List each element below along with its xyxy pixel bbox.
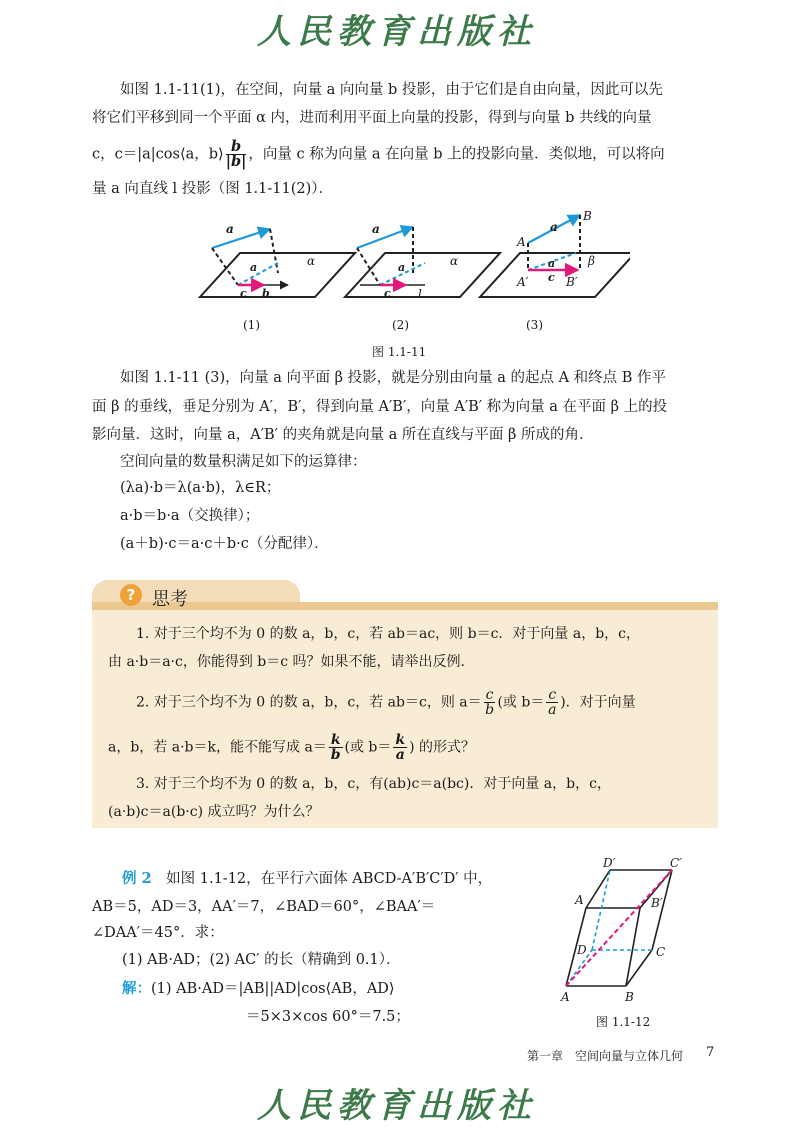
para1-line2: 将它们平移到同一个平面 α 内，进而利用平面上向量的投影，得到与向量 b 共线的向量 <box>92 110 652 126</box>
label-C-prime: C′ <box>670 856 682 870</box>
page-number: 7 <box>706 1045 715 1060</box>
thinking-q3-line2: (a·b)c＝a(b·c) 成立吗？为什么？ <box>108 804 320 820</box>
chapter-footer: 第一章 空间向量与立体几何 <box>527 1049 684 1063</box>
sub-label-3: (3) <box>526 318 543 332</box>
example2-line4: (1) AB·AD；(2) AC′ 的长（精确到 0.1）． <box>122 952 401 968</box>
formula-fraction: $\frac{b}{|b|}$ <box>225 138 247 170</box>
thinking-q2-line2: a，b，若 a·b＝k，能不能写成 a＝ $\frac{k}{b}$ (或 b＝ $\frac{k}{a}$ ) 的形式？ <box>108 732 476 763</box>
vector-a-1 <box>212 229 270 248</box>
thinking-title: 思考 <box>152 589 188 610</box>
plane-alpha-1 <box>200 253 355 297</box>
fig-sub-2 <box>345 227 500 297</box>
label-C: C <box>656 945 666 959</box>
example-label: 例 2 <box>122 870 152 887</box>
label-c-2: c <box>384 287 391 300</box>
thinking-q1-line1: 1. 对于三个均不为 0 的数 a，b，c，若 ab＝ac，则 b＝c．对于向量 a，b，c， <box>136 626 641 642</box>
solution-label: 解： <box>122 980 151 997</box>
label-B-fig: B <box>625 990 634 1004</box>
publisher-logo-top: 人民教育出版社 <box>257 12 537 52</box>
example2-line3: ∠DAA′＝45°．求： <box>92 925 224 941</box>
figure-caption-1-1-11: 图 1.1-11 <box>372 345 427 359</box>
label-a-proj-2: a <box>398 261 406 274</box>
publisher-logo-bottom: 人民教育出版社 <box>257 1086 537 1126</box>
plane-alpha-2 <box>345 253 500 297</box>
label-beta: β <box>588 254 595 268</box>
para1-line1: 如图 1.1-11(1)，在空间，向量 a 向向量 b 投影，由于它们是自由向量，因此可以先 <box>120 82 663 98</box>
question-icon: ? <box>120 584 142 606</box>
para2-line1: 如图 1.1-11 (3)，向量 a 向平面 β 投影，就是分别由向量 a 的起点 A 和终点 B 作平 <box>120 370 667 386</box>
example2-line1: 例 2 如图 1.1-12，在平行六面体 ABCD-A′B′C′D′ 中， <box>122 870 493 887</box>
fig-sub-1 <box>200 229 355 297</box>
sub-label-2: (2) <box>392 318 409 332</box>
figure-1-1-11 <box>180 205 630 305</box>
projection-formula: c，c＝|a|cos⟨a，b⟩ <box>92 146 224 163</box>
label-A-prime-fig: A <box>575 893 584 907</box>
sub-label-1: (1) <box>243 318 260 332</box>
label-A-prime: A′ <box>517 275 529 289</box>
vector-a-2 <box>357 227 413 248</box>
label-B: B <box>583 209 592 223</box>
para1-line3-rest: ，向量 c 称为向量 a 在向量 b 上的投影向量．类似地，可以将向 <box>248 146 665 163</box>
label-b-1: b <box>262 287 270 300</box>
solution-line2: ＝5×3×cos 60°＝7.5； <box>246 1009 410 1025</box>
label-B-prime: B′ <box>566 275 578 289</box>
label-a-1: a <box>226 222 234 236</box>
para2-line3: 影向量．这时，向量 a，A′B′ 的夹角就是向量 a 所在直线与平面 β 所成的角． <box>92 427 594 443</box>
law-2: a·b＝b·a（交换律）； <box>120 508 260 524</box>
label-D: D <box>577 943 587 957</box>
para2-line2: 面 β 的垂线，垂足分别为 A′，B′，得到向量 A′B′，向量 A′B′ 称为向量 a 在平面 β 上的投 <box>92 399 668 415</box>
label-a-proj-1: a <box>250 261 258 274</box>
para1-line4: 量 a 向直线 l 投影（图 1.1-11(2)）． <box>92 181 334 197</box>
label-c-3: c <box>548 271 555 284</box>
solution-line1: 解：(1) AB·AD＝|AB||AD|cos⟨AB，AD⟩ <box>122 980 395 997</box>
laws-intro: 空间向量的数量积满足如下的运算律： <box>120 454 367 470</box>
label-A-fig: A <box>561 990 570 1004</box>
thinking-q1-line2: 由 a·b＝a·c，你能得到 b＝c 吗？如果不能，请举出反例． <box>108 654 475 670</box>
label-c-1: c <box>240 287 247 300</box>
label-A: A <box>517 235 526 249</box>
figure-caption-1-1-12: 图 1.1-12 <box>596 1015 651 1029</box>
label-alpha-2: α <box>450 254 459 268</box>
law-3: (a＋b)·c＝a·c＋b·c（分配律）． <box>120 536 329 552</box>
figure-1-1-12 <box>560 858 690 1003</box>
label-a-3: a <box>550 220 558 234</box>
law-1: (λa)·b＝λ(a·b)，λ∈R； <box>120 480 281 496</box>
vector-a-proj-1 <box>238 263 278 285</box>
label-l-2: l <box>418 287 422 301</box>
label-a-proj-3: a <box>548 257 556 270</box>
label-alpha-1: α <box>307 254 316 268</box>
label-a-2: a <box>372 222 380 236</box>
label-B-prime-fig: B′ <box>651 896 663 910</box>
thinking-q3-line1: 3. 对于三个均不为 0 的数 a，b，c，有(ab)c＝a(bc)．对于向量 a，b，c， <box>136 776 611 792</box>
label-D-prime: D′ <box>603 856 616 870</box>
example2-line2: AB＝5，AD＝3，AA′＝7，∠BAD＝60°，∠BAA′＝ <box>92 899 436 915</box>
para1-line3 <box>92 140 665 169</box>
thinking-q2-line1: 2. 对于三个均不为 0 的数 a，b，c，若 ab＝c，则 a＝ $\frac{c}{b}$ (或 b＝ $\frac{c}{a}$ )．对于向量 <box>136 687 636 718</box>
